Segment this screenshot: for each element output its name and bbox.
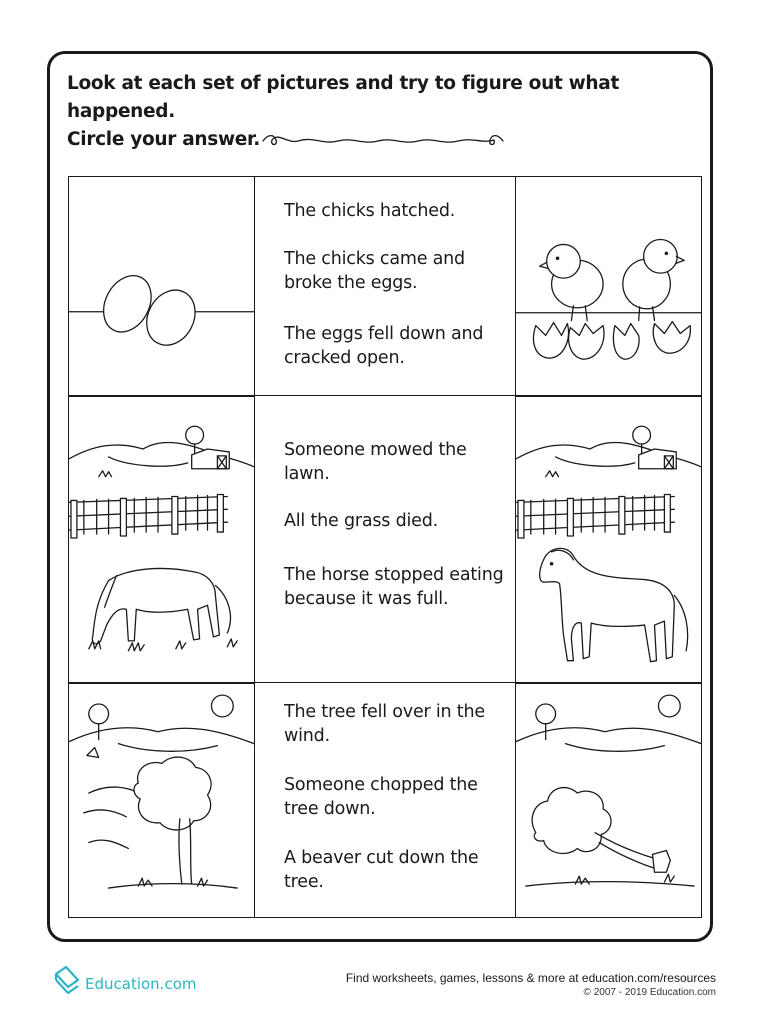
book-stack-icon bbox=[52, 964, 82, 998]
question-row-1 bbox=[68, 176, 702, 396]
answer-choice[interactable]: Someone mowed the lawn. bbox=[284, 440, 467, 484]
shell-3 bbox=[613, 324, 639, 360]
answer-choice[interactable]: Someone chopped the tree down. bbox=[284, 775, 478, 819]
horse-standing bbox=[540, 548, 688, 661]
answer-choice[interactable]: The tree fell over in the wind. bbox=[284, 702, 485, 746]
answer-choice[interactable]: The chicks came and broke the eggs. bbox=[284, 249, 465, 293]
tree-stump bbox=[653, 850, 671, 872]
answer-choice[interactable]: A beaver cut down the tree. bbox=[284, 848, 479, 892]
horse-grazing bbox=[92, 568, 230, 643]
shell-2 bbox=[569, 324, 604, 360]
instruction-line-2: Circle your answer. bbox=[67, 129, 260, 150]
question-row-2 bbox=[68, 396, 702, 683]
horse-standing-illustration bbox=[516, 397, 701, 682]
question-grid bbox=[68, 176, 702, 918]
fence bbox=[69, 494, 227, 538]
shell-4 bbox=[653, 322, 690, 354]
tree-fallen-illustration bbox=[516, 684, 701, 917]
tree-windy-illustration bbox=[69, 684, 254, 917]
answer-choices-3 bbox=[255, 683, 515, 918]
shell-1 bbox=[533, 323, 568, 359]
sun bbox=[211, 695, 233, 717]
tree-crown-fallen bbox=[532, 788, 611, 854]
picture-eggs bbox=[68, 176, 255, 396]
picture-tree-fallen bbox=[515, 683, 702, 918]
picture-tree-windy bbox=[68, 683, 255, 918]
question-row-3 bbox=[68, 683, 702, 918]
answer-choices-1 bbox=[255, 176, 515, 396]
picture-horse-grazing bbox=[68, 396, 255, 683]
answer-choice[interactable]: The chicks hatched. bbox=[284, 201, 456, 221]
footer-tagline[interactable]: Find worksheets, games, lessons & more at education.com/resources bbox=[345, 971, 716, 985]
tree-crown bbox=[134, 757, 211, 830]
answer-choice[interactable]: The horse stopped eating because it was full. bbox=[284, 565, 504, 609]
answer-choice[interactable]: All the grass died. bbox=[284, 511, 438, 531]
fence bbox=[516, 494, 674, 538]
answer-choices-2 bbox=[255, 396, 515, 683]
chick-1-head bbox=[547, 244, 581, 278]
chicks-illustration bbox=[516, 177, 701, 395]
answer-choice[interactable]: The eggs fell down and cracked open. bbox=[284, 324, 484, 368]
picture-horse-standing bbox=[515, 396, 702, 683]
sun bbox=[658, 695, 680, 717]
squiggle-divider bbox=[258, 130, 508, 152]
instruction-line-1: Look at each set of pictures and try to figure out what happened. bbox=[67, 73, 620, 122]
logo-text: Education.com bbox=[85, 975, 197, 993]
chick-2-head bbox=[644, 240, 678, 274]
horse-grazing-illustration bbox=[69, 397, 254, 682]
footer-copyright: © 2007 - 2019 Education.com bbox=[583, 987, 716, 998]
picture-chicks bbox=[515, 176, 702, 396]
education-logo[interactable] bbox=[52, 964, 252, 998]
eggs-illustration bbox=[69, 177, 254, 395]
footer-info bbox=[346, 970, 716, 1000]
